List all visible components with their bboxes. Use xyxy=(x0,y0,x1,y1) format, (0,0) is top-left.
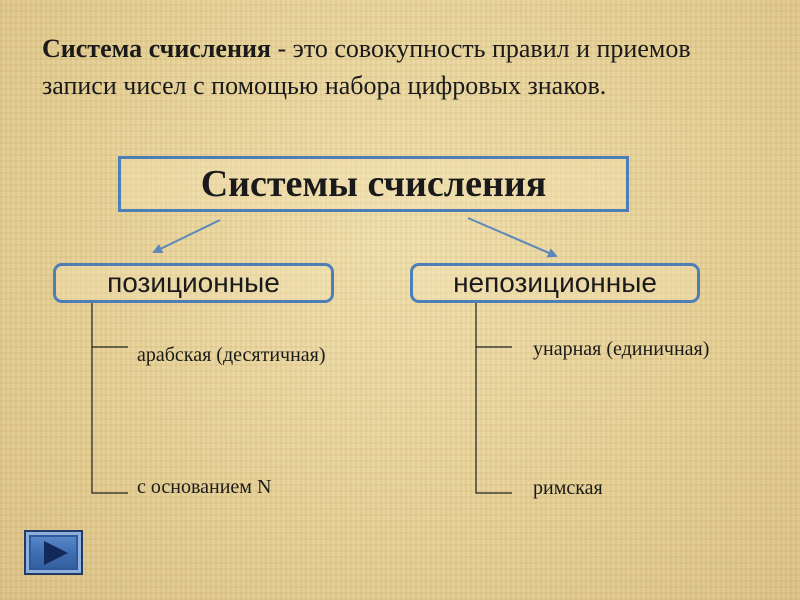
definition-text xyxy=(42,30,762,104)
definition-term: Система счисления xyxy=(42,34,271,63)
arrow-to-positional xyxy=(154,220,220,252)
diagram-title-box xyxy=(118,156,629,212)
item-roman: римская xyxy=(533,477,603,499)
diagram-title: Системы счисления xyxy=(200,163,547,205)
next-slide-button[interactable] xyxy=(24,530,83,575)
arrow-to-nonpositional xyxy=(468,218,556,256)
category-nonpositional-label: непозиционные xyxy=(453,267,657,298)
item-arabic: арабская (десятичная) xyxy=(137,344,326,366)
category-positional-box xyxy=(53,263,334,303)
bracket-nonpositional xyxy=(476,347,512,493)
item-unary: унарная (единичная) xyxy=(533,338,710,360)
bracket-positional xyxy=(92,347,128,493)
play-arrow-icon xyxy=(44,541,68,565)
item-base-n: с основанием N xyxy=(137,476,272,498)
category-positional-label: позиционные xyxy=(107,267,280,298)
definition-body: - это совокупность правил и приемов записи чисел с помощью набора цифровых знаков. xyxy=(42,34,691,100)
category-nonpositional-box xyxy=(410,263,700,303)
